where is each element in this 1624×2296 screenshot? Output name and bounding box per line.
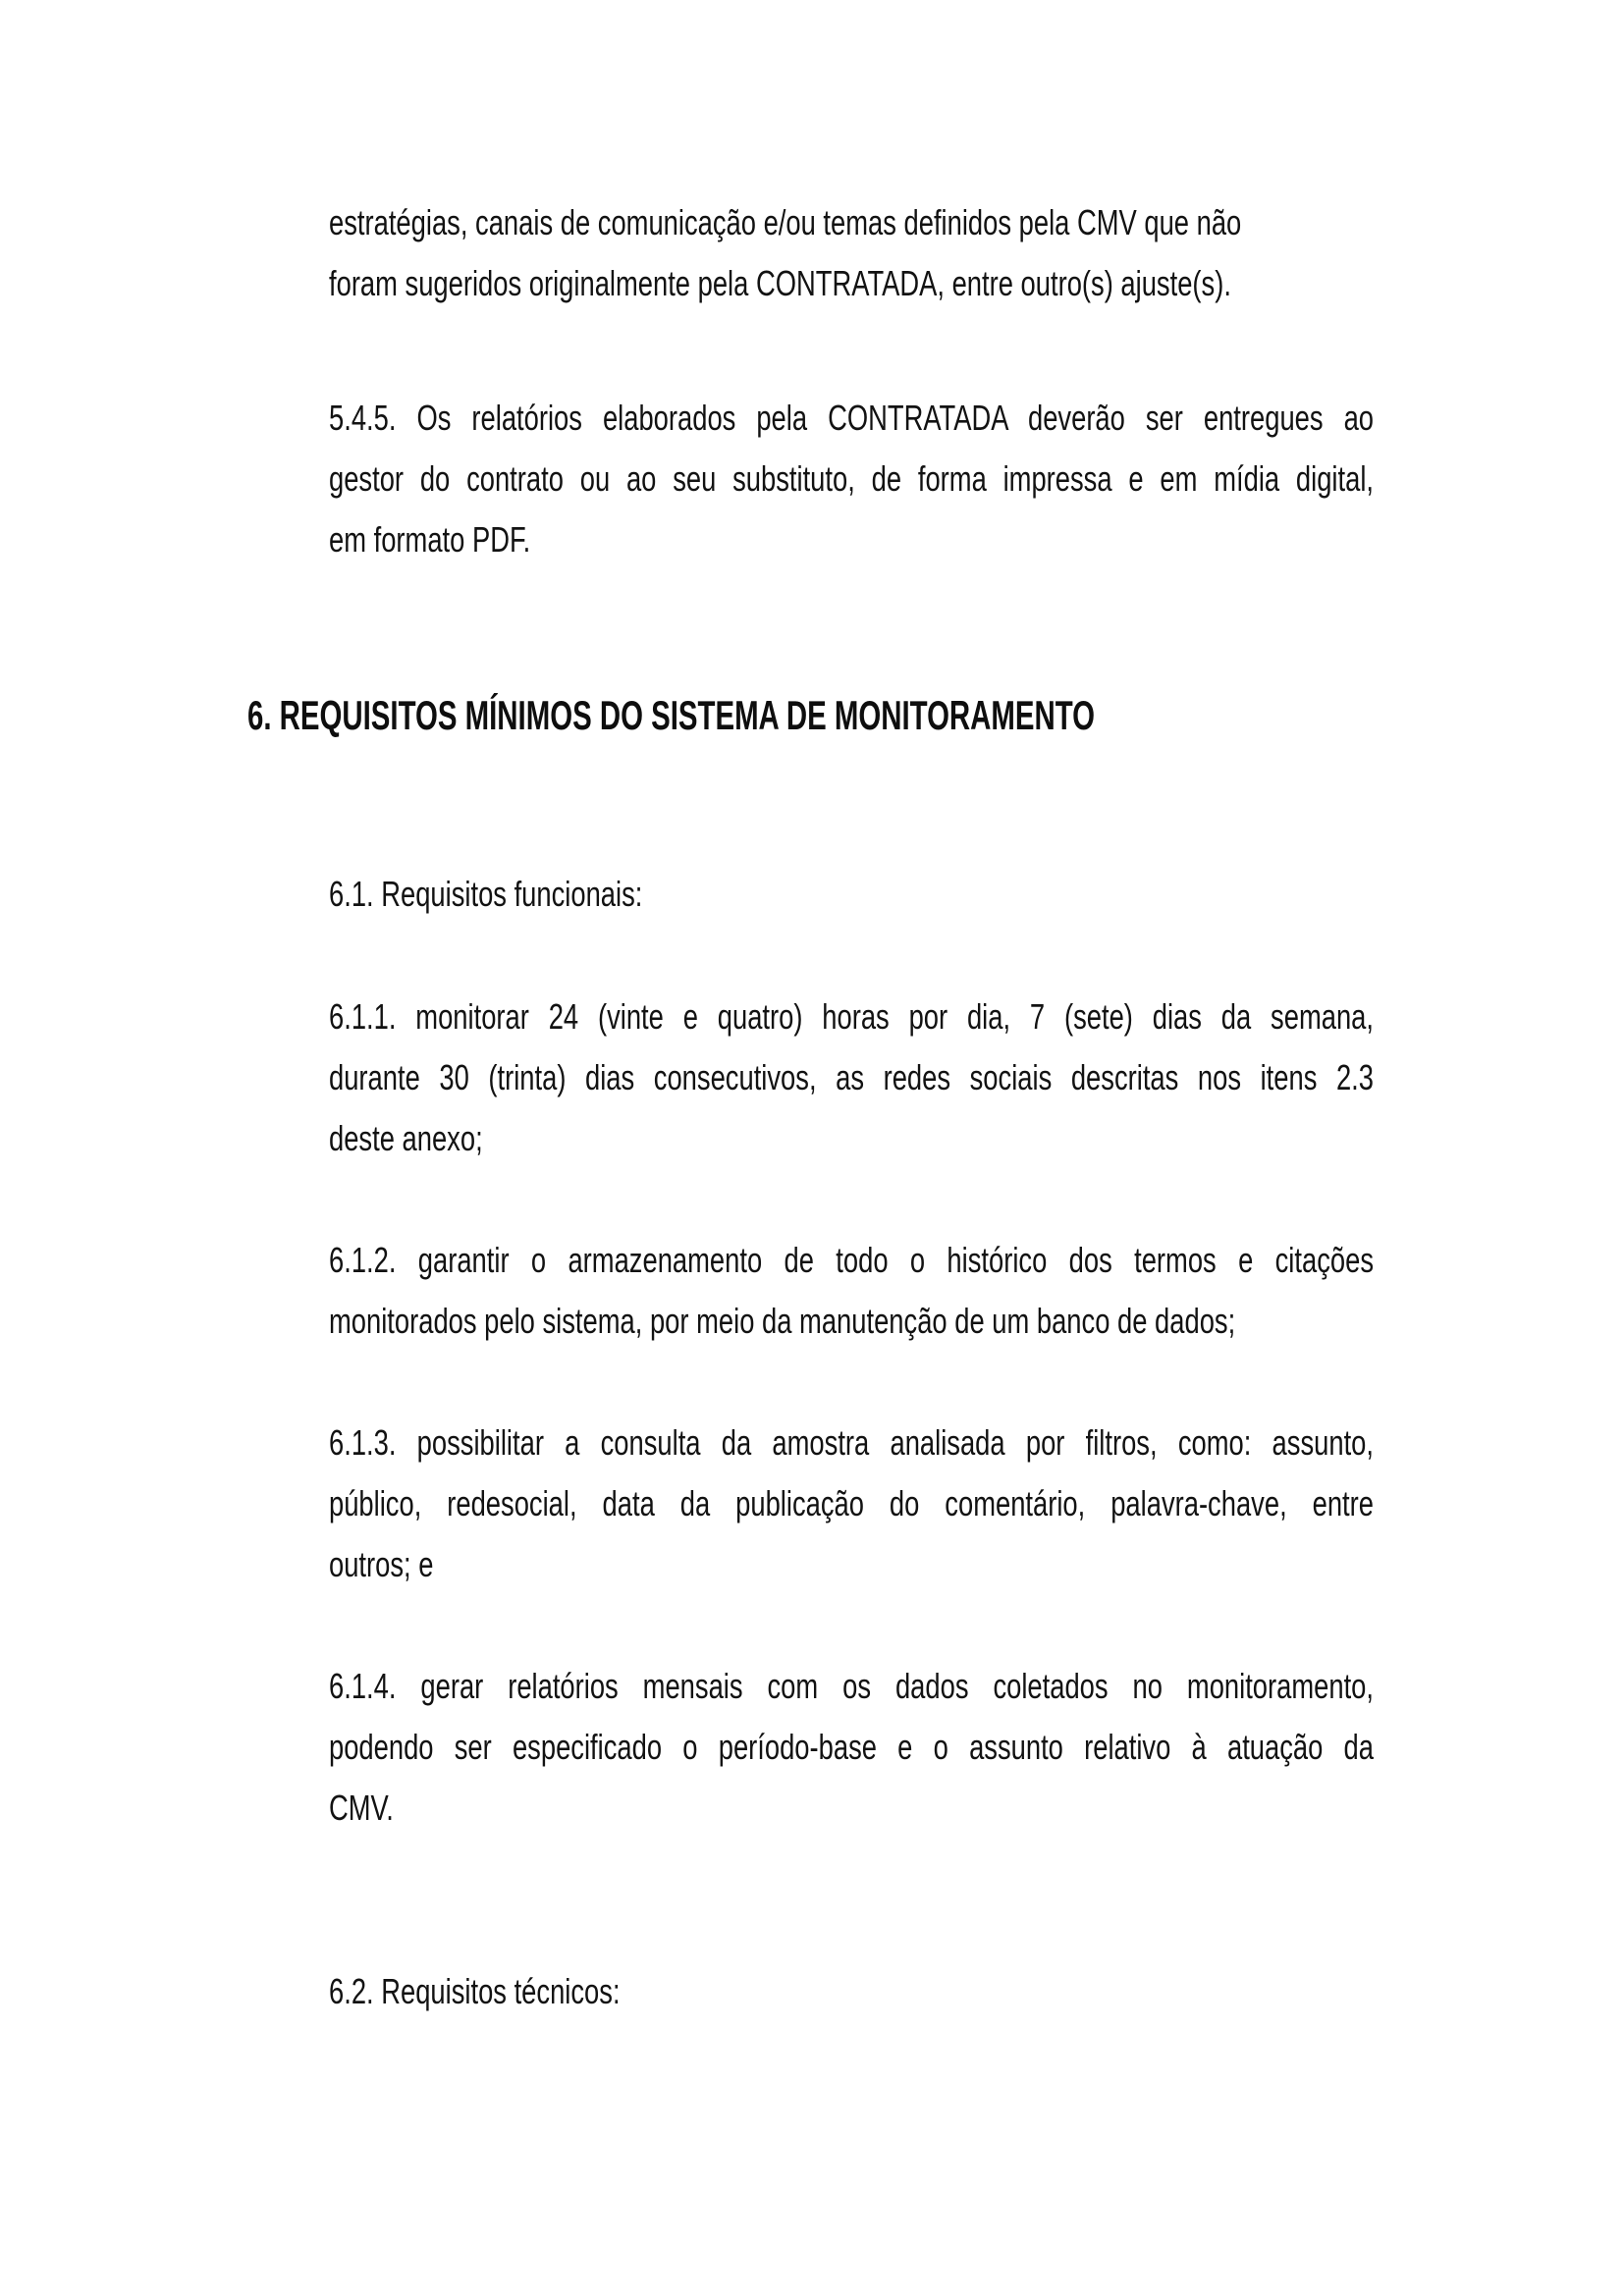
item-6-2 <box>329 1961 1374 2022</box>
section-heading-6 <box>247 685 1624 746</box>
text-line: público, redesocial, data da publicação do comentário, palavra-chave, entre <box>329 1483 1374 1523</box>
item-6-1 <box>329 864 1374 925</box>
text-line: gestor do contrato ou ao seu substituto, de forma impressa e em mídia digital, <box>329 458 1374 499</box>
text-line: 6.1.3. possibilitar a consulta da amostra analisada por filtros, como: assunto, <box>329 1422 1374 1463</box>
text-line: monitorados pelo sistema, por meio da manutenção de um banco de dados; <box>329 1301 1236 1341</box>
text-line: 6.1.1. monitorar 24 (vinte e quatro) horas por dia, 7 (sete) dias da semana, <box>329 996 1374 1037</box>
item-6-1-2 <box>329 1230 1374 1352</box>
paragraph-5-4-5 <box>329 388 1374 570</box>
text-line: foram sugeridos originalmente pela CONTRATADA, entre outro(s) ajuste(s). <box>329 263 1231 303</box>
text-line: 6.1. Requisitos funcionais: <box>329 874 643 914</box>
paragraph-5-4-4-continuation <box>329 192 1374 314</box>
item-6-1-4 <box>329 1656 1374 1839</box>
section-heading-6-text: 6. REQUISITOS MÍNIMOS DO SISTEMA DE MONITORAMENTO <box>247 692 1096 738</box>
item-6-1-1 <box>329 987 1374 1169</box>
text-line: CMV. <box>329 1788 394 1828</box>
text-line: deste anexo; <box>329 1118 483 1158</box>
text-line: podendo ser especificado o período-base e o assunto relativo à atuação da <box>329 1727 1374 1767</box>
text-line: 6.1.4. gerar relatórios mensais com os dados coletados no monitoramento, <box>329 1666 1374 1706</box>
text-line: estratégias, canais de comunicação e/ou temas definidos pela CMV que não <box>329 202 1242 242</box>
item-6-1-3 <box>329 1413 1374 1595</box>
text-line: 6.2. Requisitos técnicos: <box>329 1971 621 2011</box>
text-line: outros; e <box>329 1544 434 1584</box>
text-line: 5.4.5. Os relatórios elaborados pela CONTRATADA deverão ser entregues ao <box>329 398 1374 438</box>
text-line: 6.1.2. garantir o armazenamento de todo o histórico dos termos e citações <box>329 1240 1374 1280</box>
text-line: em formato PDF. <box>329 519 531 560</box>
text-line: durante 30 (trinta) dias consecutivos, as redes sociais descritas nos itens 2.3 <box>329 1057 1374 1097</box>
